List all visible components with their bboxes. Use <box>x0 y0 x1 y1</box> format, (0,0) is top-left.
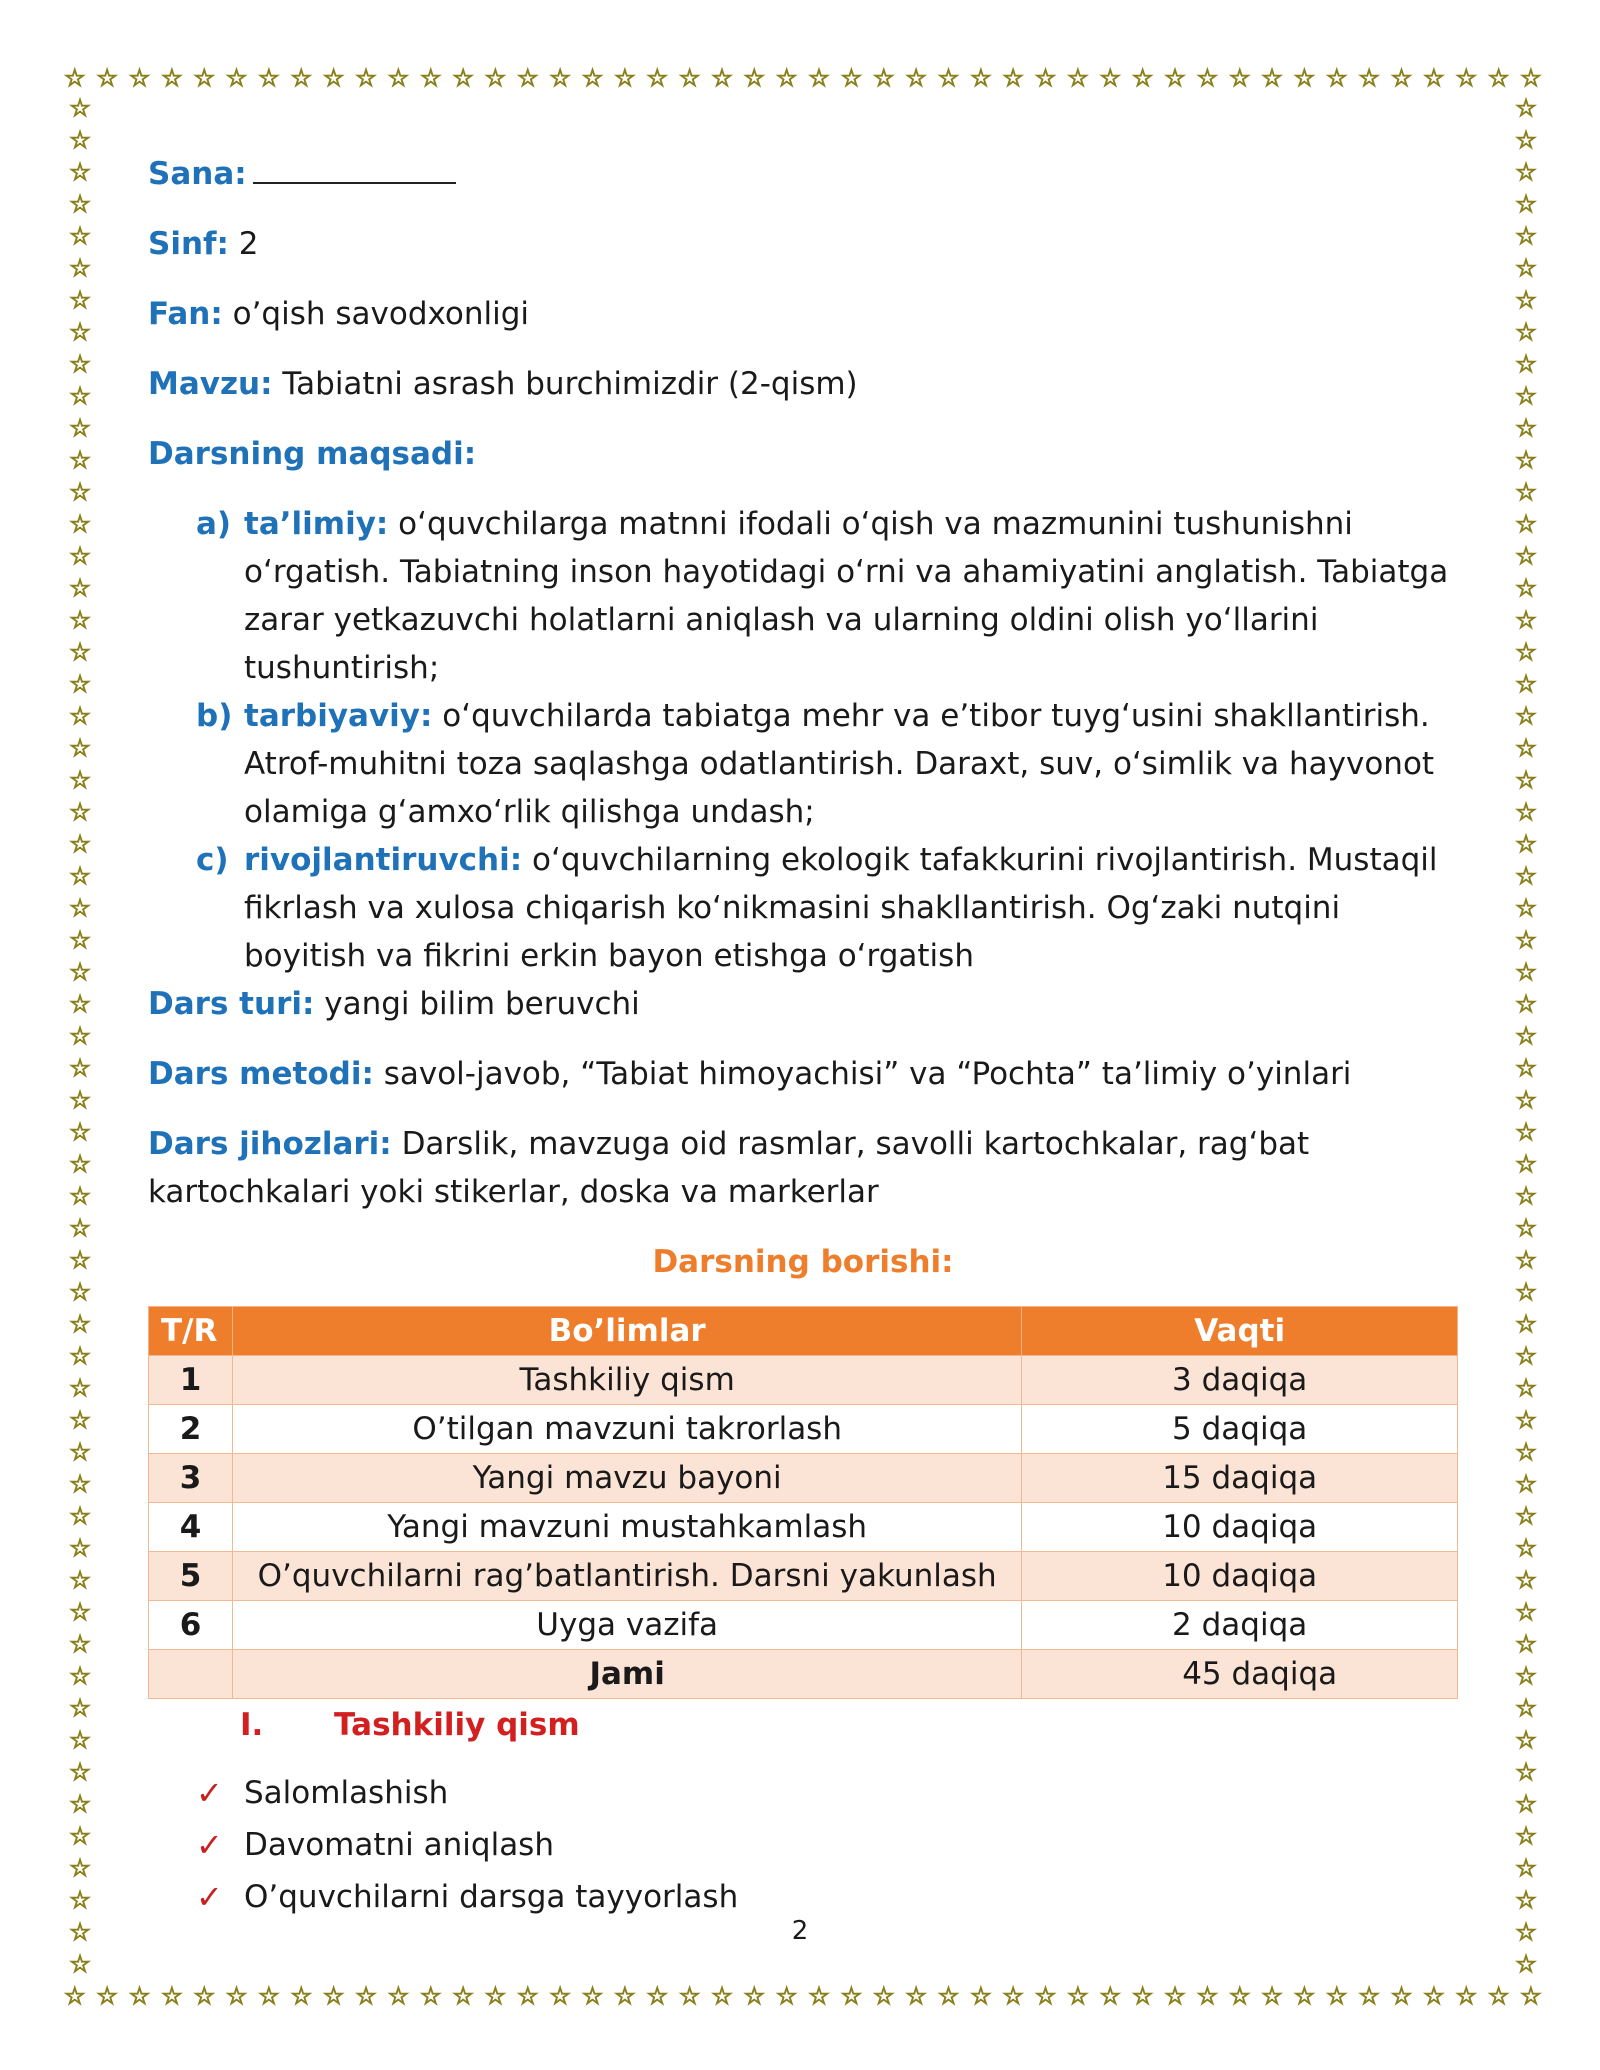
row-time: 10 daqiqa <box>1022 1503 1458 1552</box>
star-icon: ☆ <box>1228 64 1251 92</box>
star-icon: ☆ <box>1358 1982 1380 2010</box>
lesson-equipment-label: Dars jihozlari: <box>148 1126 392 1162</box>
star-icon: ☆ <box>193 64 215 92</box>
aims-title: Darsning maqsadi: <box>148 436 477 472</box>
star-icon: ☆ <box>1515 1406 1537 1434</box>
star-icon: ☆ <box>970 1982 992 2010</box>
column-header-number: T/R <box>149 1307 233 1356</box>
star-icon: ☆ <box>1515 1630 1537 1658</box>
star-icon: ☆ <box>193 1982 215 2010</box>
star-icon: ☆ <box>69 1566 91 1594</box>
star-icon: ☆ <box>743 64 766 92</box>
section-roman-numeral: I. <box>240 1707 264 1743</box>
table-row <box>149 1405 1458 1454</box>
star-icon: ☆ <box>1515 1790 1537 1818</box>
star-icon: ☆ <box>1520 1982 1542 2010</box>
star-icon: ☆ <box>1515 894 1537 922</box>
star-icon: ☆ <box>1515 734 1537 762</box>
star-icon: ☆ <box>970 64 992 92</box>
star-icon: ☆ <box>69 510 91 538</box>
star-icon: ☆ <box>161 64 183 92</box>
star-icon: ☆ <box>69 1726 91 1754</box>
star-icon: ☆ <box>419 64 442 92</box>
topic-field <box>148 360 1458 408</box>
row-section: Tashkiliy qism <box>232 1356 1021 1405</box>
star-icon: ☆ <box>1515 126 1537 154</box>
total-time: 45 daqiqa <box>1022 1650 1458 1699</box>
star-icon: ☆ <box>1515 1438 1537 1466</box>
checkmark-icon: ✓ <box>196 1774 223 1812</box>
star-icon: ☆ <box>96 64 118 92</box>
date-blank-line <box>253 148 456 184</box>
class-field <box>148 220 1458 268</box>
row-number: 2 <box>149 1405 233 1454</box>
aim-marker: c) <box>196 842 229 878</box>
star-icon: ☆ <box>69 670 91 698</box>
star-icon: ☆ <box>1515 1246 1537 1274</box>
aim-item-upbringing <box>196 692 1458 836</box>
star-border-top <box>64 62 1542 94</box>
row-section: Uyga vazifa <box>232 1601 1021 1650</box>
star-icon: ☆ <box>1515 1918 1537 1946</box>
star-icon: ☆ <box>69 1918 91 1946</box>
aim-item-educational <box>196 500 1458 692</box>
star-icon: ☆ <box>387 64 410 92</box>
star-icon: ☆ <box>69 190 91 218</box>
star-icon: ☆ <box>69 1854 91 1882</box>
star-icon: ☆ <box>1131 64 1154 92</box>
star-icon: ☆ <box>1164 64 1186 92</box>
star-icon: ☆ <box>872 1982 895 2010</box>
star-icon: ☆ <box>69 1598 91 1626</box>
star-icon: ☆ <box>69 1438 91 1466</box>
aim-label: ta’limiy: <box>244 506 389 542</box>
star-icon: ☆ <box>1261 64 1283 92</box>
star-icon: ☆ <box>1455 1982 1477 2010</box>
aim-text: o‘quvchilarda tabiatga mehr va e’tibor tuyg‘usini shakllantirish. Atrof-muhitni toza saqlashga odatlantirish. Daraxt, suv, o‘simlik va hayvonot olamiga g‘amxo‘rlik qilishga undash; <box>244 698 1435 830</box>
star-icon: ☆ <box>1515 1662 1537 1690</box>
star-icon: ☆ <box>161 1982 183 2010</box>
star-icon: ☆ <box>69 318 91 346</box>
star-icon: ☆ <box>711 64 733 92</box>
star-icon: ☆ <box>1515 830 1537 858</box>
section-title: Tashkiliy qism <box>334 1707 580 1743</box>
star-icon: ☆ <box>69 1086 91 1114</box>
star-icon: ☆ <box>1515 318 1537 346</box>
lesson-method-field <box>148 1050 1458 1098</box>
star-icon: ☆ <box>581 64 604 92</box>
star-icon: ☆ <box>484 1982 507 2010</box>
star-icon: ☆ <box>69 350 91 378</box>
star-icon: ☆ <box>1515 478 1537 506</box>
star-icon: ☆ <box>1390 64 1413 92</box>
star-icon: ☆ <box>1515 1310 1537 1338</box>
star-icon: ☆ <box>678 64 701 92</box>
star-icon: ☆ <box>549 1982 571 2010</box>
row-time: 10 daqiqa <box>1022 1552 1458 1601</box>
date-label: Sana: <box>148 156 247 192</box>
star-icon: ☆ <box>1515 542 1537 570</box>
star-icon: ☆ <box>69 1406 91 1434</box>
star-icon: ☆ <box>69 1054 91 1082</box>
star-icon: ☆ <box>1515 382 1537 410</box>
aim-text: o‘quvchilarga matnni ifodali o‘qish va mazmunini tushunishni o‘rgatish. Tabiatning inson hayotidagi o‘rni va ahamiyatini anglatish. Tabiatga zarar yetkazuvchi holatlarni aniqlash va ularning oldini olish yo‘llarini tushuntirish; <box>244 506 1449 686</box>
star-icon: ☆ <box>69 1470 91 1498</box>
star-icon: ☆ <box>1326 64 1348 92</box>
star-icon: ☆ <box>69 1342 91 1370</box>
table-row <box>149 1601 1458 1650</box>
star-icon: ☆ <box>96 1982 118 2010</box>
star-icon: ☆ <box>1515 1118 1537 1146</box>
star-icon: ☆ <box>452 64 474 92</box>
progress-title: Darsning borishi: <box>652 1244 954 1280</box>
lesson-method-label: Dars metodi: <box>148 1056 374 1092</box>
star-icon: ☆ <box>1515 158 1537 186</box>
star-icon: ☆ <box>1423 1982 1445 2010</box>
aim-label: rivojlantiruvchi: <box>244 842 523 878</box>
row-time: 15 daqiqa <box>1022 1454 1458 1503</box>
star-icon: ☆ <box>69 1950 91 1978</box>
star-icon: ☆ <box>322 1982 345 2010</box>
row-section: Yangi mavzuni mustahkamlash <box>232 1503 1021 1552</box>
star-icon: ☆ <box>1520 64 1542 92</box>
star-icon: ☆ <box>1515 1374 1537 1402</box>
column-header-time: Vaqti <box>1022 1307 1458 1356</box>
star-icon: ☆ <box>1515 1758 1537 1786</box>
star-icon: ☆ <box>69 1374 91 1402</box>
star-icon: ☆ <box>1487 64 1510 92</box>
lesson-type-field <box>148 980 1458 1028</box>
star-icon: ☆ <box>290 1982 313 2010</box>
checklist-text: O’quvchilarni darsga tayyorlash <box>244 1879 739 1915</box>
star-icon: ☆ <box>872 64 895 92</box>
section-heading <box>240 1701 1458 1749</box>
star-icon: ☆ <box>1164 1982 1186 2010</box>
star-icon: ☆ <box>1515 1278 1537 1306</box>
subject-value: o’qish savodxonligi <box>232 296 530 332</box>
aim-text: o‘quvchilarning ekologik tafakkurini rivojlantirish. Mustaqil fikrlash va xulosa chiqarish ko‘nikmasini shakllantirish. Og‘zaki nutqini boyitish va fikrini erkin bayon etishga o‘rgatish <box>244 842 1438 974</box>
aims-list <box>196 500 1458 980</box>
star-icon: ☆ <box>1515 1470 1537 1498</box>
topic-label: Mavzu: <box>148 366 273 402</box>
star-icon: ☆ <box>69 1182 91 1210</box>
star-icon: ☆ <box>1293 1982 1316 2010</box>
star-icon: ☆ <box>1515 1502 1537 1530</box>
star-icon: ☆ <box>69 894 91 922</box>
star-icon: ☆ <box>69 766 91 794</box>
star-icon: ☆ <box>1515 606 1537 634</box>
star-icon: ☆ <box>1131 1982 1154 2010</box>
progress-table <box>148 1306 1458 1699</box>
list-item <box>196 1767 1458 1819</box>
star-icon: ☆ <box>1515 638 1537 666</box>
checkmark-icon: ✓ <box>196 1826 223 1864</box>
star-icon: ☆ <box>1034 64 1057 92</box>
star-icon: ☆ <box>69 478 91 506</box>
star-icon: ☆ <box>69 254 91 282</box>
star-icon: ☆ <box>69 382 91 410</box>
star-icon: ☆ <box>258 64 280 92</box>
star-icon: ☆ <box>322 64 345 92</box>
star-icon: ☆ <box>1515 1150 1537 1178</box>
star-icon: ☆ <box>69 94 91 122</box>
star-icon: ☆ <box>1261 1982 1283 2010</box>
star-icon: ☆ <box>1390 1982 1413 2010</box>
star-icon: ☆ <box>258 1982 280 2010</box>
star-icon: ☆ <box>646 64 668 92</box>
star-icon: ☆ <box>1099 1982 1122 2010</box>
table-row <box>149 1454 1458 1503</box>
table-row <box>149 1503 1458 1552</box>
star-icon: ☆ <box>808 64 830 92</box>
star-icon: ☆ <box>69 1758 91 1786</box>
star-icon: ☆ <box>1515 1086 1537 1114</box>
star-icon: ☆ <box>69 990 91 1018</box>
star-icon: ☆ <box>1515 1886 1537 1914</box>
date-field <box>148 148 1458 198</box>
table-total-row <box>149 1650 1458 1699</box>
star-icon: ☆ <box>69 1246 91 1274</box>
star-icon: ☆ <box>1515 94 1537 122</box>
column-header-section: Bo’limlar <box>232 1307 1021 1356</box>
star-icon: ☆ <box>69 1118 91 1146</box>
checklist <box>196 1767 1458 1923</box>
aim-marker: a) <box>196 506 232 542</box>
star-icon: ☆ <box>69 286 91 314</box>
star-icon: ☆ <box>1515 958 1537 986</box>
star-icon: ☆ <box>128 64 151 92</box>
star-icon: ☆ <box>69 126 91 154</box>
star-icon: ☆ <box>69 798 91 826</box>
star-icon: ☆ <box>1326 1982 1348 2010</box>
star-icon: ☆ <box>775 64 798 92</box>
star-icon: ☆ <box>1515 1054 1537 1082</box>
star-icon: ☆ <box>69 574 91 602</box>
total-label: Jami <box>232 1650 1021 1699</box>
star-icon: ☆ <box>355 1982 377 2010</box>
checklist-text: Davomatni aniqlash <box>244 1827 554 1863</box>
star-icon: ☆ <box>225 64 248 92</box>
aim-marker: b) <box>196 698 233 734</box>
star-icon: ☆ <box>69 1694 91 1722</box>
page-number: 2 <box>791 1916 809 1946</box>
list-item <box>196 1819 1458 1871</box>
star-icon: ☆ <box>840 1982 863 2010</box>
subject-label: Fan: <box>148 296 223 332</box>
star-icon: ☆ <box>1002 64 1024 92</box>
star-icon: ☆ <box>1515 1822 1537 1850</box>
star-icon: ☆ <box>1515 1854 1537 1882</box>
star-icon: ☆ <box>549 64 571 92</box>
star-icon: ☆ <box>1358 64 1380 92</box>
star-icon: ☆ <box>69 862 91 890</box>
row-number: 4 <box>149 1503 233 1552</box>
star-icon: ☆ <box>1196 1982 1219 2010</box>
star-icon: ☆ <box>69 1886 91 1914</box>
star-icon: ☆ <box>1515 670 1537 698</box>
star-icon: ☆ <box>743 1982 766 2010</box>
checkmark-icon: ✓ <box>196 1878 223 1916</box>
table-row <box>149 1356 1458 1405</box>
star-icon: ☆ <box>64 64 86 92</box>
lesson-plan-page <box>148 148 1458 1923</box>
star-icon: ☆ <box>1034 1982 1057 2010</box>
star-icon: ☆ <box>69 606 91 634</box>
star-icon: ☆ <box>69 1790 91 1818</box>
star-icon: ☆ <box>69 702 91 730</box>
lesson-equipment-field <box>148 1120 1458 1216</box>
topic-value: Tabiatni asrash burchimizdir (2-qism) <box>282 366 858 402</box>
star-icon: ☆ <box>1515 1022 1537 1050</box>
star-icon: ☆ <box>614 1982 636 2010</box>
star-icon: ☆ <box>905 1982 927 2010</box>
star-icon: ☆ <box>937 64 960 92</box>
aim-label: tarbiyaviy: <box>244 698 433 734</box>
star-icon: ☆ <box>1487 1982 1510 2010</box>
star-icon: ☆ <box>1515 1182 1537 1210</box>
star-icon: ☆ <box>1515 350 1537 378</box>
star-icon: ☆ <box>69 830 91 858</box>
star-icon: ☆ <box>1515 766 1537 794</box>
star-icon: ☆ <box>517 1982 539 2010</box>
star-icon: ☆ <box>1099 64 1122 92</box>
star-icon: ☆ <box>69 1310 91 1338</box>
row-time: 5 daqiqa <box>1022 1405 1458 1454</box>
star-icon: ☆ <box>614 64 636 92</box>
star-icon: ☆ <box>69 1534 91 1562</box>
star-icon: ☆ <box>1455 64 1477 92</box>
star-icon: ☆ <box>1002 1982 1024 2010</box>
star-icon: ☆ <box>1423 64 1445 92</box>
star-icon: ☆ <box>1515 1214 1537 1242</box>
star-icon: ☆ <box>128 1982 151 2010</box>
lesson-type-value: yangi bilim beruvchi <box>324 986 640 1022</box>
row-section: O’quvchilarni rag’batlantirish. Darsni yakunlash <box>232 1552 1021 1601</box>
row-time: 2 daqiqa <box>1022 1601 1458 1650</box>
star-icon: ☆ <box>419 1982 442 2010</box>
star-icon: ☆ <box>69 158 91 186</box>
star-icon: ☆ <box>225 1982 248 2010</box>
star-icon: ☆ <box>1515 1566 1537 1594</box>
star-icon: ☆ <box>69 734 91 762</box>
class-label: Sinf: <box>148 226 229 262</box>
star-icon: ☆ <box>1515 1694 1537 1722</box>
star-icon: ☆ <box>1515 862 1537 890</box>
row-section: O’tilgan mavzuni takrorlash <box>232 1405 1021 1454</box>
star-icon: ☆ <box>484 64 507 92</box>
star-icon: ☆ <box>1515 286 1537 314</box>
subject-field <box>148 290 1458 338</box>
star-icon: ☆ <box>69 1822 91 1850</box>
star-icon: ☆ <box>1515 1534 1537 1562</box>
star-icon: ☆ <box>1515 1726 1537 1754</box>
star-icon: ☆ <box>69 1150 91 1178</box>
table-row <box>149 1552 1458 1601</box>
star-icon: ☆ <box>937 1982 960 2010</box>
star-icon: ☆ <box>808 1982 830 2010</box>
row-section: Yangi mavzu bayoni <box>232 1454 1021 1503</box>
star-icon: ☆ <box>840 64 863 92</box>
aims-heading <box>148 430 1458 478</box>
star-icon: ☆ <box>69 1022 91 1050</box>
star-icon: ☆ <box>905 64 927 92</box>
star-icon: ☆ <box>69 1502 91 1530</box>
checklist-text: Salomlashish <box>244 1775 449 1811</box>
star-icon: ☆ <box>290 64 313 92</box>
star-icon: ☆ <box>711 1982 733 2010</box>
aim-item-developmental <box>196 836 1458 980</box>
star-icon: ☆ <box>355 64 377 92</box>
star-icon: ☆ <box>1515 222 1537 250</box>
star-icon: ☆ <box>1067 64 1089 92</box>
star-icon: ☆ <box>517 64 539 92</box>
row-number: 1 <box>149 1356 233 1405</box>
star-icon: ☆ <box>69 1278 91 1306</box>
star-icon: ☆ <box>69 926 91 954</box>
star-icon: ☆ <box>1515 798 1537 826</box>
star-icon: ☆ <box>775 1982 798 2010</box>
lesson-equipment-value: Darslik, mavzuga oid rasmlar, savolli kartochkalar, rag‘bat kartochkalari yoki stikerlar, doska va markerlar <box>148 1126 1310 1210</box>
lesson-method-value: savol-javob, “Tabiat himoyachisi” va “Pochta” ta’limiy o’yinlari <box>383 1056 1352 1092</box>
table-header-row <box>149 1307 1458 1356</box>
star-border-right <box>1510 96 1542 1976</box>
star-icon: ☆ <box>69 1214 91 1242</box>
star-icon: ☆ <box>1515 1950 1537 1978</box>
star-icon: ☆ <box>1515 702 1537 730</box>
star-icon: ☆ <box>1515 574 1537 602</box>
star-icon: ☆ <box>1515 414 1537 442</box>
star-icon: ☆ <box>1515 990 1537 1018</box>
star-icon: ☆ <box>69 1662 91 1690</box>
star-icon: ☆ <box>69 542 91 570</box>
star-icon: ☆ <box>64 1982 86 2010</box>
row-number: 3 <box>149 1454 233 1503</box>
star-icon: ☆ <box>69 958 91 986</box>
star-icon: ☆ <box>1293 64 1316 92</box>
row-number: 5 <box>149 1552 233 1601</box>
star-border-bottom <box>64 1980 1542 2012</box>
star-icon: ☆ <box>69 446 91 474</box>
star-icon: ☆ <box>1515 1342 1537 1370</box>
star-icon: ☆ <box>1515 1598 1537 1626</box>
star-icon: ☆ <box>69 638 91 666</box>
star-icon: ☆ <box>646 1982 668 2010</box>
star-icon: ☆ <box>452 1982 474 2010</box>
star-icon: ☆ <box>1515 510 1537 538</box>
star-icon: ☆ <box>69 414 91 442</box>
star-icon: ☆ <box>1515 190 1537 218</box>
star-icon: ☆ <box>1196 64 1219 92</box>
star-icon: ☆ <box>1067 1982 1089 2010</box>
lesson-type-label: Dars turi: <box>148 986 315 1022</box>
star-icon: ☆ <box>69 222 91 250</box>
star-icon: ☆ <box>1515 254 1537 282</box>
star-icon: ☆ <box>581 1982 604 2010</box>
star-icon: ☆ <box>387 1982 410 2010</box>
class-value: 2 <box>238 226 259 262</box>
row-number: 6 <box>149 1601 233 1650</box>
star-icon: ☆ <box>69 1630 91 1658</box>
star-icon: ☆ <box>1515 446 1537 474</box>
star-icon: ☆ <box>1515 926 1537 954</box>
total-empty-cell <box>149 1650 233 1699</box>
star-icon: ☆ <box>678 1982 701 2010</box>
star-icon: ☆ <box>1228 1982 1251 2010</box>
row-time: 3 daqiqa <box>1022 1356 1458 1405</box>
star-border-left <box>64 96 96 1976</box>
